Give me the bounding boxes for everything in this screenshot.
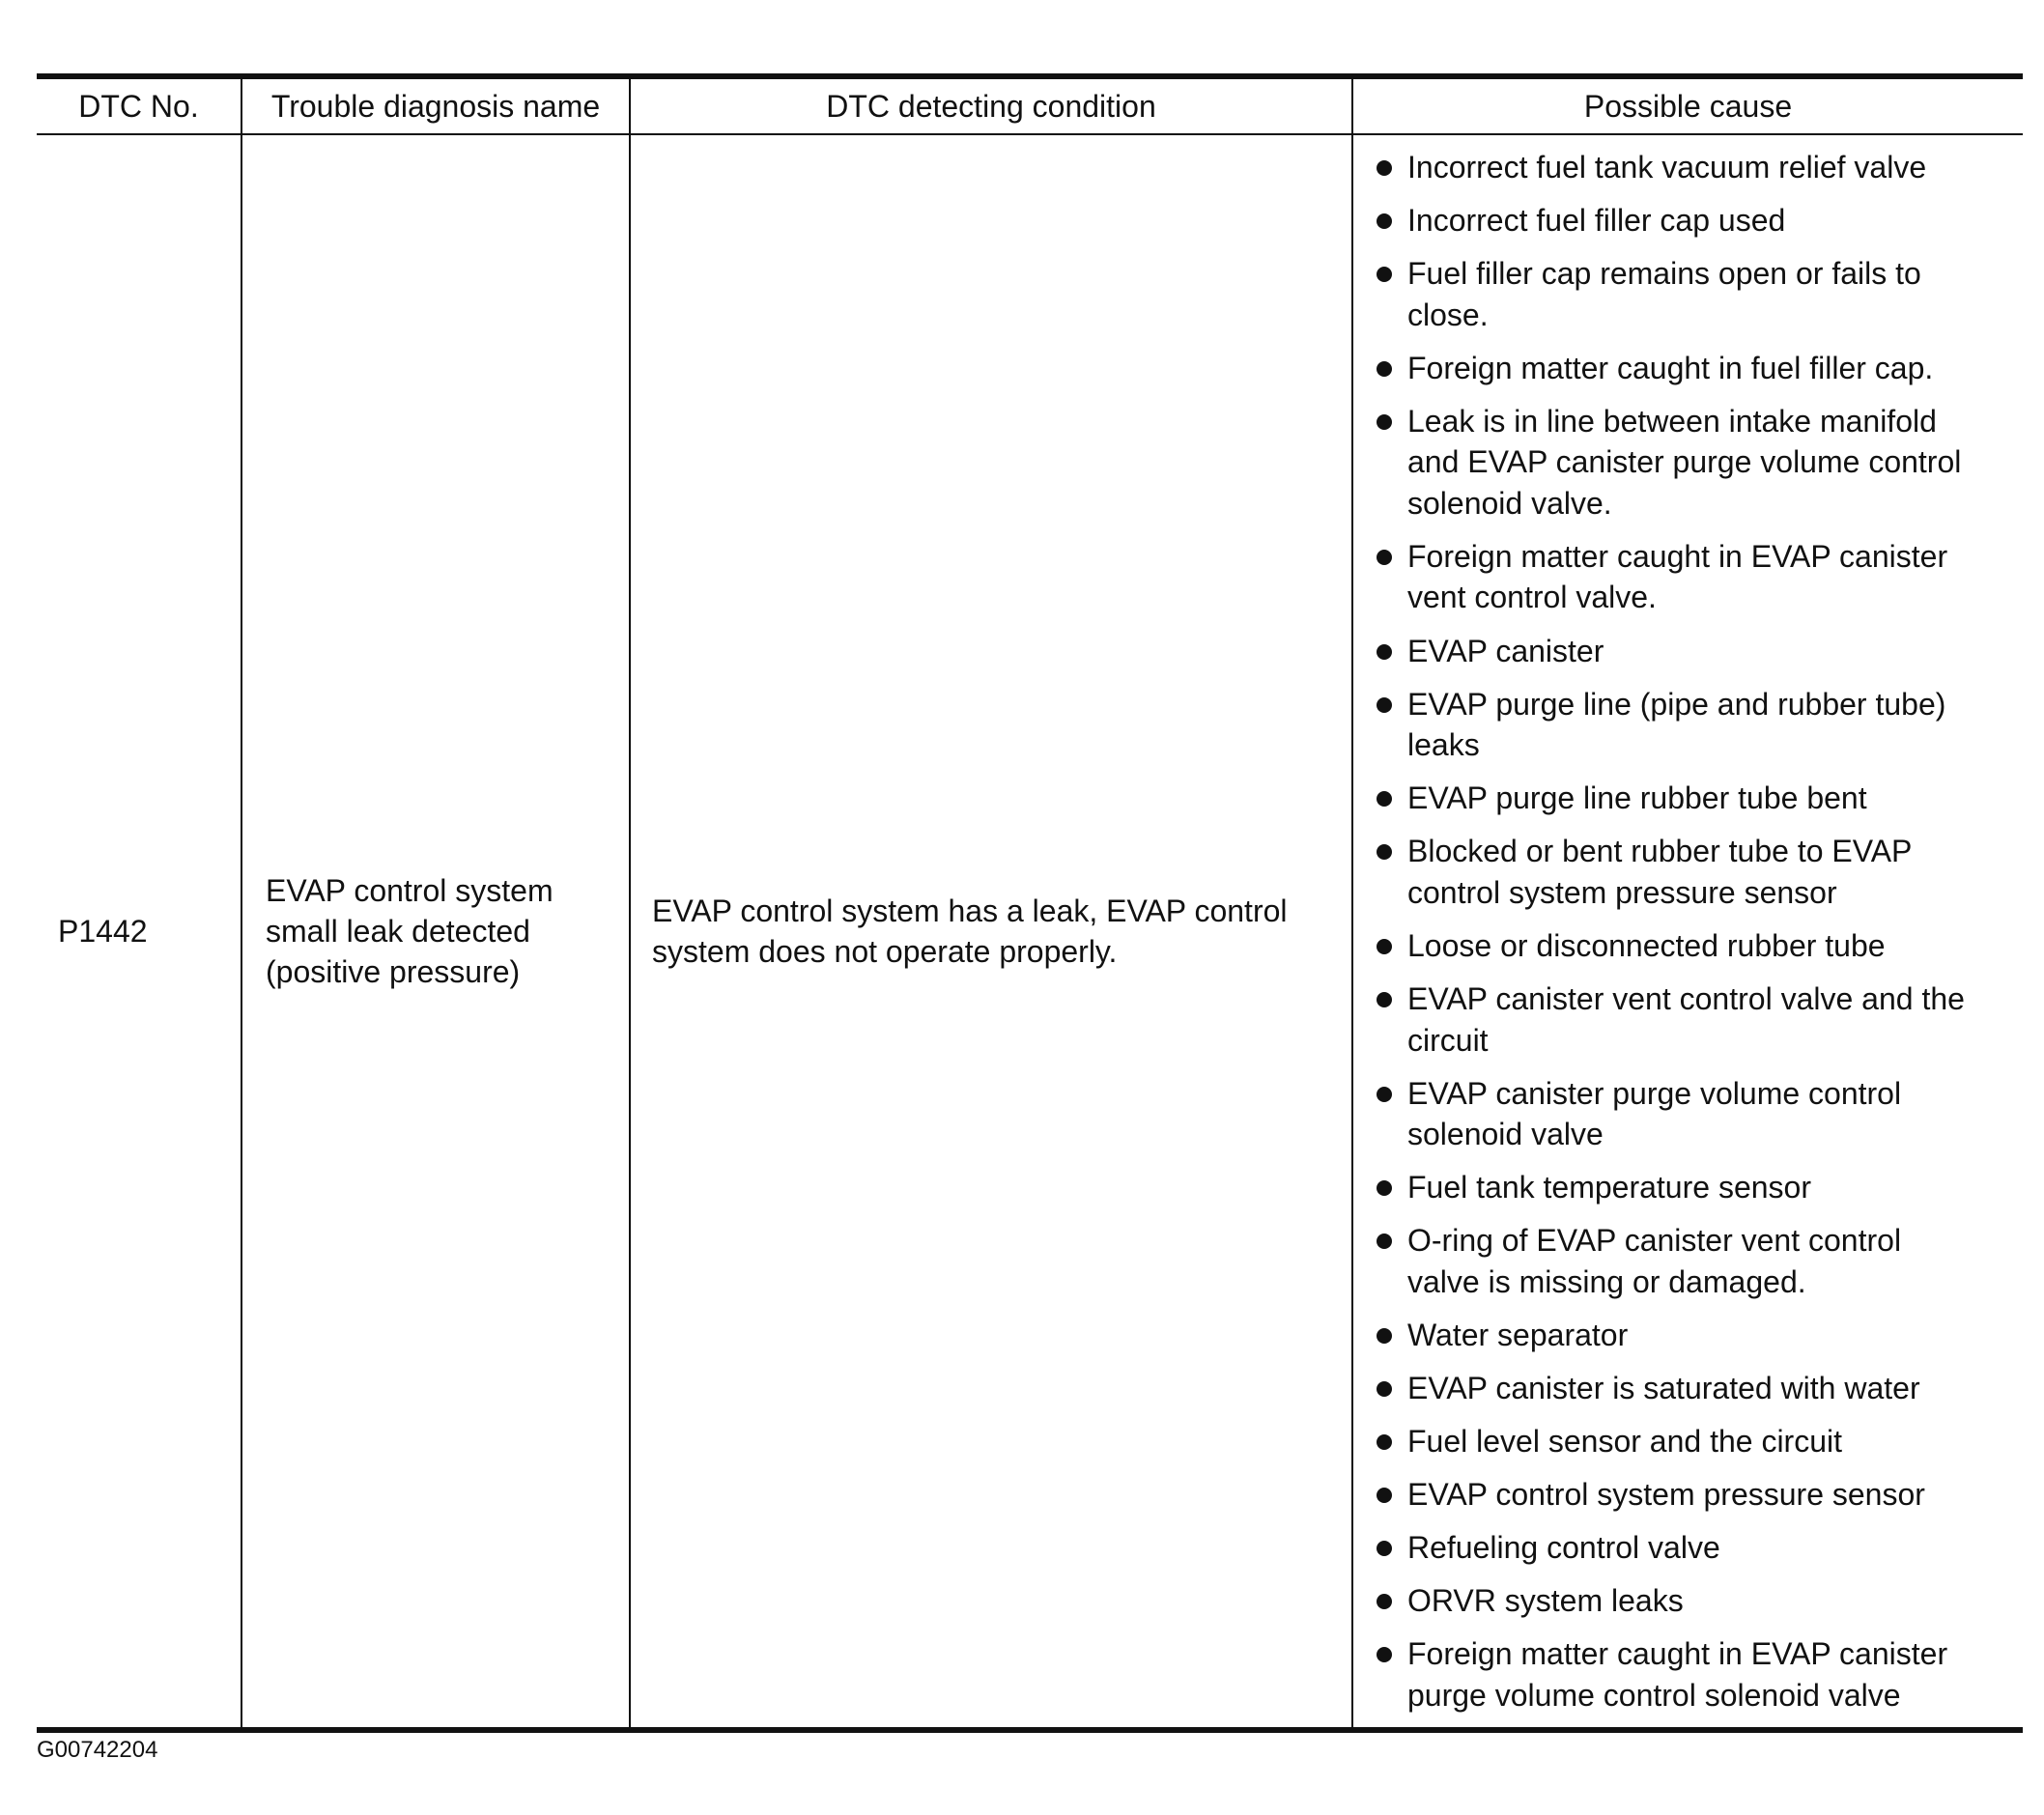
- bullet-icon: [1377, 697, 1392, 713]
- cause-text-line: EVAP canister purge volume control: [1407, 1075, 1902, 1111]
- list-item: [1375, 1633, 2013, 1716]
- bullet-icon: [1377, 1234, 1392, 1249]
- bullet-icon: [1377, 361, 1392, 377]
- list-item: [1375, 536, 2013, 618]
- bullet-icon: [1377, 1381, 1392, 1397]
- list-item: [1375, 631, 2013, 672]
- list-item: [1375, 1220, 2013, 1302]
- condition-line: EVAP control system has a leak, EVAP control: [652, 893, 1288, 929]
- cause-text-line: Loose or disconnected rubber tube: [1407, 927, 1886, 963]
- list-item: [1375, 1474, 2013, 1516]
- bullet-icon: [1377, 267, 1392, 282]
- bullet-icon: [1377, 1087, 1392, 1102]
- cause-text-line: control system pressure sensor: [1407, 874, 1837, 910]
- list-item: [1375, 348, 2013, 389]
- list-item: [1375, 1167, 2013, 1208]
- list-item: [1375, 147, 2013, 188]
- figure-id: G00742204: [37, 1737, 158, 1763]
- cause-text-line: EVAP purge line (pipe and rubber tube): [1407, 686, 1946, 722]
- cause-text-line: Incorrect fuel filler cap used: [1407, 203, 1786, 239]
- header-dtc-no: DTC No.: [37, 76, 241, 134]
- list-item: [1375, 684, 2013, 766]
- cause-text-line: Leak is in line between intake manifold: [1407, 403, 1937, 439]
- bullet-icon: [1377, 414, 1392, 430]
- cause-text-line: solenoid valve.: [1407, 485, 1612, 521]
- cause-text-line: EVAP purge line rubber tube bent: [1407, 780, 1867, 816]
- list-item: [1375, 1315, 2013, 1356]
- header-trouble-diagnosis-name: Trouble diagnosis name: [241, 76, 630, 134]
- header-dtc-detecting-condition: DTC detecting condition: [630, 76, 1352, 134]
- list-item: [1375, 1580, 2013, 1622]
- list-item: [1375, 401, 2013, 525]
- dtc-code: P1442: [58, 914, 148, 950]
- list-item: [1375, 1527, 2013, 1569]
- bullet-icon: [1377, 992, 1392, 1007]
- cause-text-line: ORVR system leaks: [1407, 1583, 1684, 1619]
- list-item: [1375, 831, 2013, 913]
- condition-line: system does not operate properly.: [652, 934, 1118, 970]
- cause-text-line: valve is missing or damaged.: [1407, 1263, 1806, 1299]
- cause-text-line: Refueling control valve: [1407, 1530, 1720, 1566]
- cause-text-line: Fuel filler cap remains open or fails to: [1407, 256, 1921, 292]
- cause-text-line: EVAP canister: [1407, 633, 1604, 668]
- trouble-name-cell: [241, 134, 630, 1730]
- bullet-icon: [1377, 1594, 1392, 1609]
- list-item: [1375, 200, 2013, 241]
- bullet-icon: [1377, 1647, 1392, 1662]
- cause-text-line: Foreign matter caught in EVAP canister: [1407, 1636, 1948, 1672]
- bullet-icon: [1377, 213, 1392, 229]
- cause-text-line: EVAP control system pressure sensor: [1407, 1477, 1925, 1513]
- cause-text-line: Foreign matter caught in EVAP canister: [1407, 538, 1948, 574]
- bullet-icon: [1377, 1434, 1392, 1450]
- cause-text-line: vent control valve.: [1407, 580, 1657, 615]
- cause-text-line: circuit: [1407, 1022, 1489, 1058]
- cause-text-line: Fuel tank temperature sensor: [1407, 1170, 1811, 1205]
- cause-text-line: and EVAP canister purge volume control: [1407, 444, 1962, 480]
- bullet-icon: [1377, 160, 1392, 176]
- cause-text-line: leaks: [1407, 727, 1480, 763]
- dtc-table: [37, 73, 2023, 1733]
- trouble-name-line: small leak detected: [266, 914, 530, 950]
- list-item: [1375, 253, 2013, 335]
- list-item: [1375, 1421, 2013, 1462]
- possible-cause-list: [1375, 147, 2013, 1716]
- list-item: [1375, 978, 2013, 1061]
- bullet-icon: [1377, 939, 1392, 954]
- list-item: [1375, 925, 2013, 967]
- cause-text-line: Incorrect fuel tank vacuum relief valve: [1407, 150, 1927, 184]
- bullet-icon: [1377, 1328, 1392, 1344]
- dtc-code-cell: [37, 134, 241, 1730]
- cause-text-line: Foreign matter caught in fuel filler cap.: [1407, 350, 1934, 385]
- list-item: [1375, 778, 2013, 819]
- cause-text-line: purge volume control solenoid valve: [1407, 1677, 1901, 1713]
- cause-text-line: O-ring of EVAP canister vent control: [1407, 1223, 1902, 1259]
- bullet-icon: [1377, 844, 1392, 860]
- cause-text-line: solenoid valve: [1407, 1117, 1604, 1152]
- header-row: [37, 76, 2023, 134]
- trouble-name-line: (positive pressure): [266, 954, 521, 990]
- bullet-icon: [1377, 644, 1392, 660]
- cause-text-line: close.: [1407, 297, 1489, 332]
- cause-text-line: Fuel level sensor and the circuit: [1407, 1424, 1842, 1460]
- list-item: [1375, 1368, 2013, 1409]
- list-item: [1375, 1073, 2013, 1155]
- possible-cause-cell: [1352, 134, 2023, 1730]
- detecting-condition-cell: [630, 134, 1352, 1730]
- cause-text-line: EVAP canister is saturated with water: [1407, 1371, 1920, 1405]
- cause-text-line: Water separator: [1407, 1317, 1629, 1352]
- bullet-icon: [1377, 1488, 1392, 1503]
- cause-text-line: Blocked or bent rubber tube to EVAP: [1407, 834, 1913, 869]
- bullet-icon: [1377, 550, 1392, 565]
- cause-text-line: EVAP canister vent control valve and the: [1407, 981, 1965, 1017]
- header-possible-cause: Possible cause: [1352, 76, 2023, 134]
- bullet-icon: [1377, 1541, 1392, 1556]
- table-row: [37, 134, 2023, 1730]
- bullet-icon: [1377, 1180, 1392, 1196]
- bullet-icon: [1377, 791, 1392, 807]
- trouble-name-line: EVAP control system: [266, 873, 554, 909]
